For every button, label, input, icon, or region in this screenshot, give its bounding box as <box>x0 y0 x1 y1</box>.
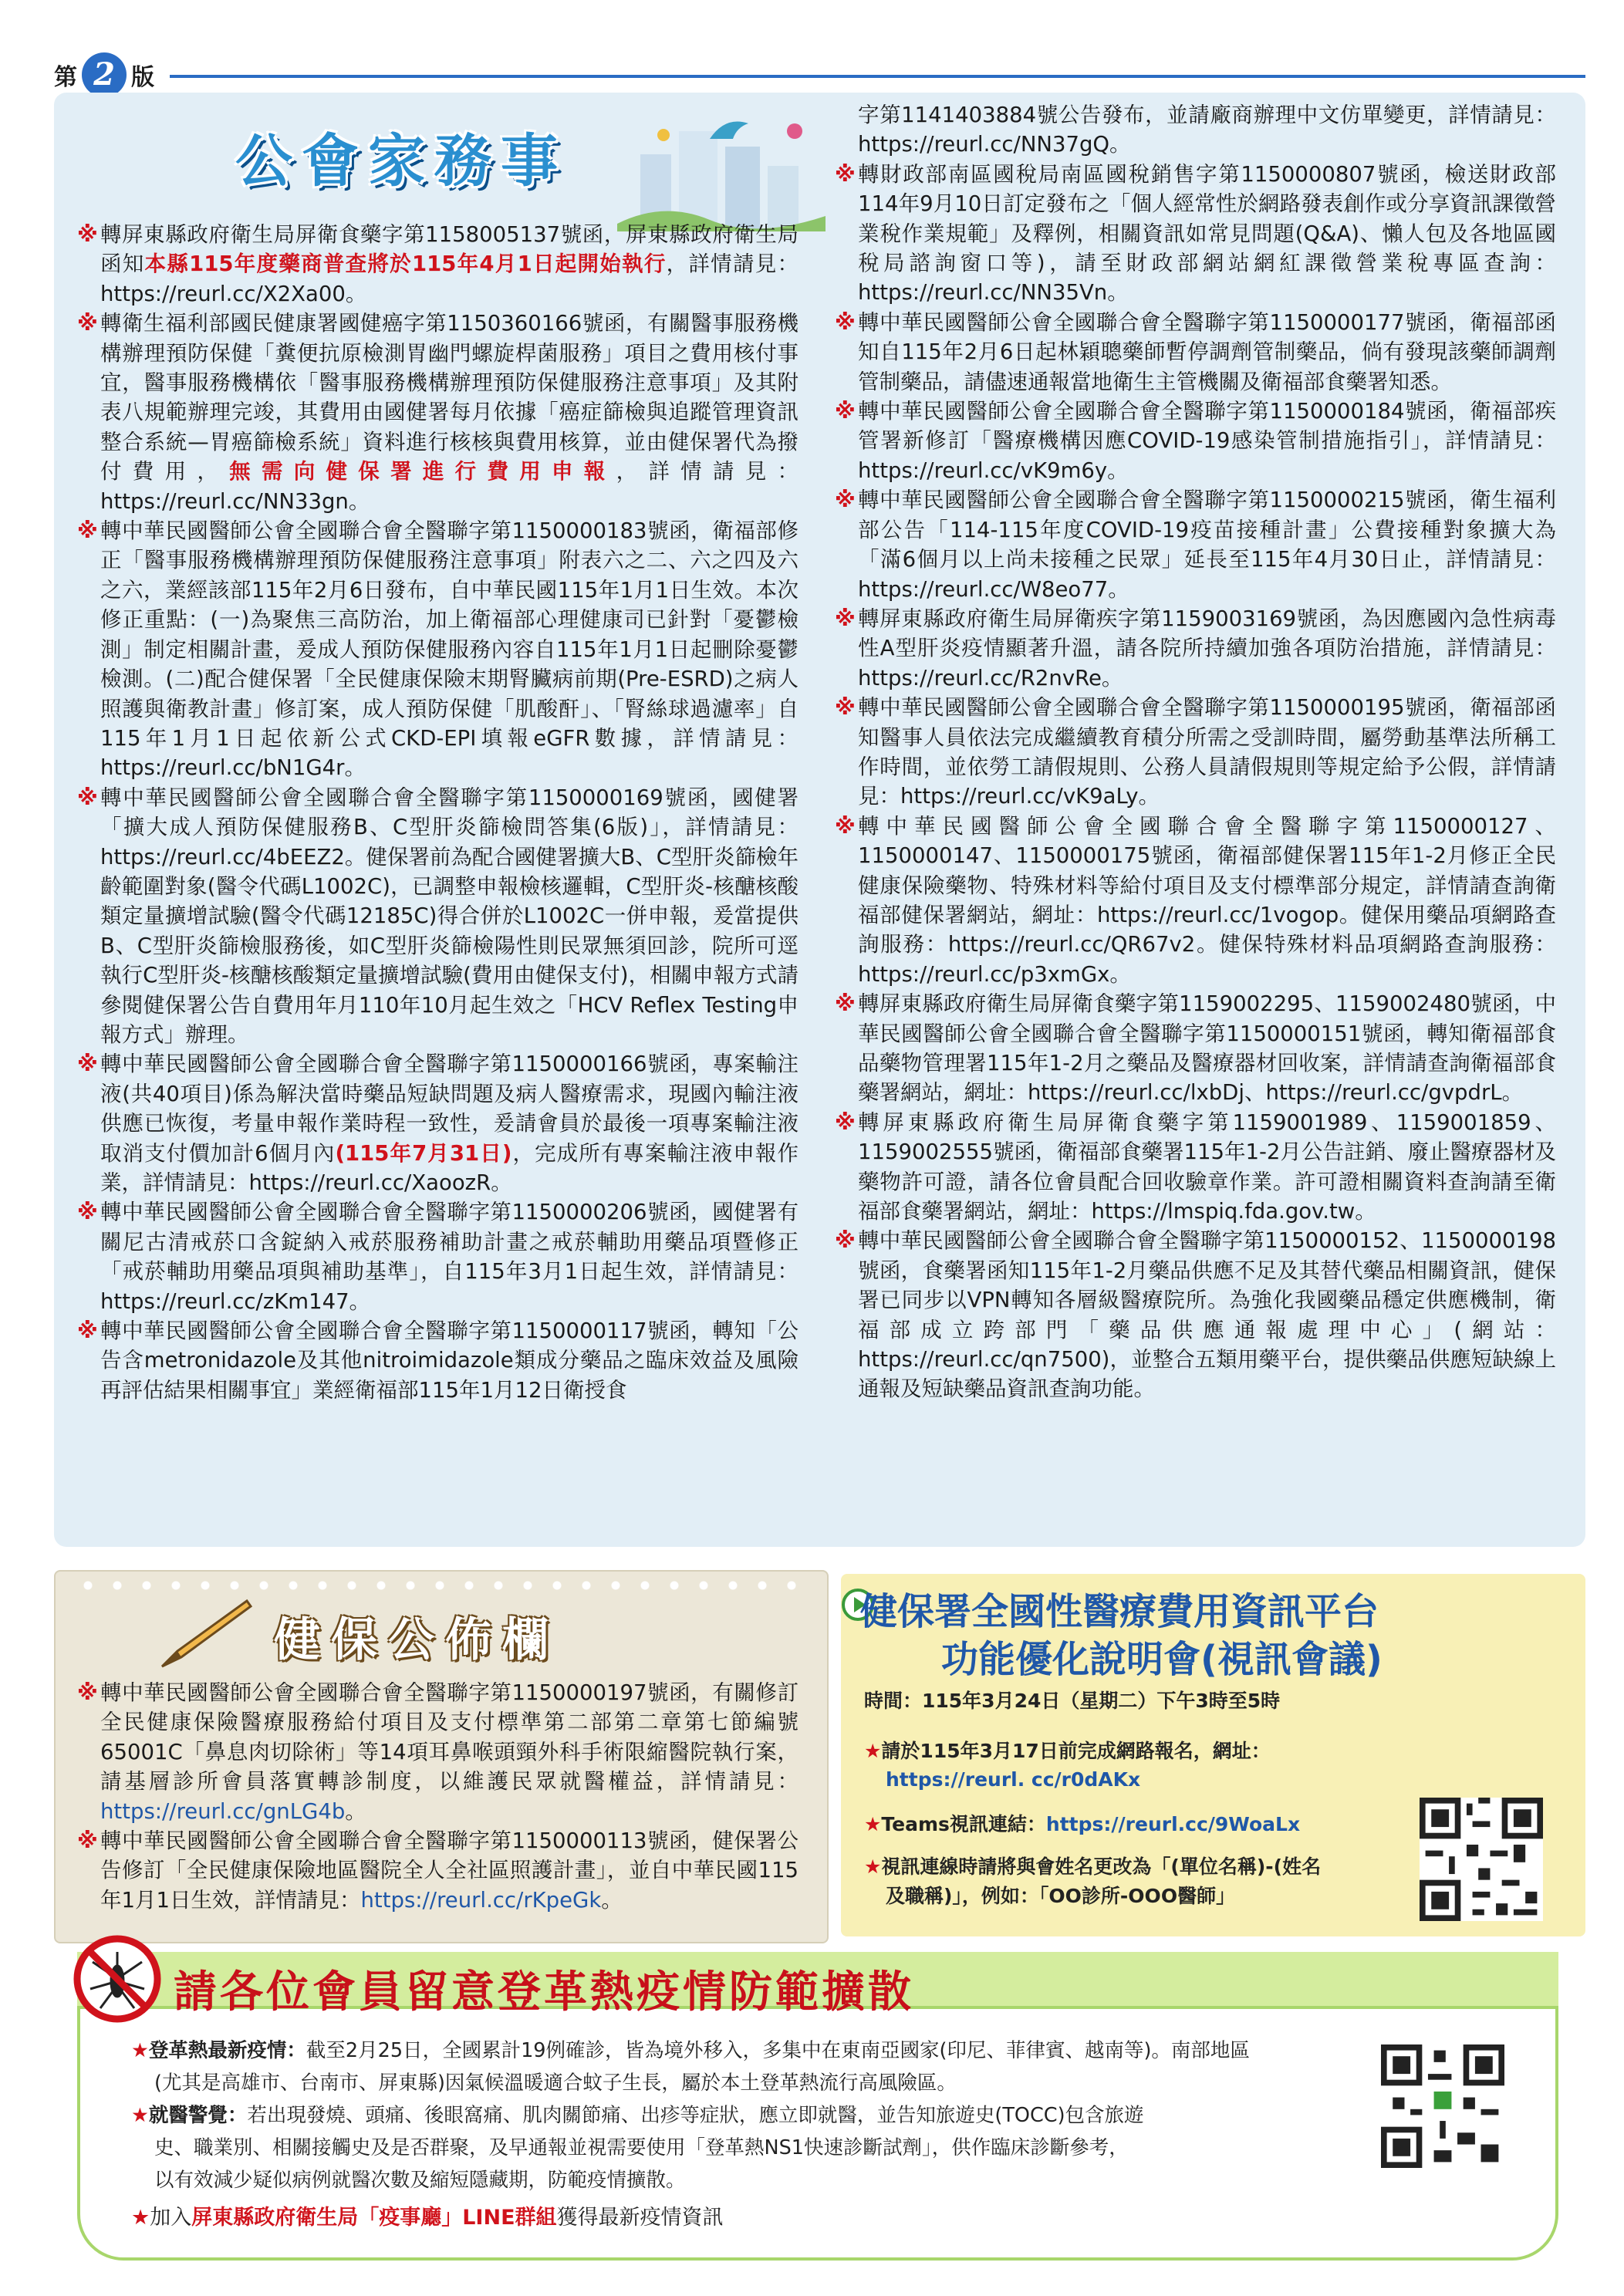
dengue-alert-2: 史、職業別、相關接觸史及是否群聚，及早通報並視需要使用「登革熱NS1快速診斷試劑」，供作臨床診斷參考， <box>154 2136 1129 2159</box>
dengue-join-post: 獲得最新疫情資訊 <box>556 2206 724 2230</box>
dengue-alert-1 <box>131 2100 1144 2128</box>
webinar-title-line2: 功能優化說明會(視訊會議) <box>941 1638 1383 1681</box>
star-icon: ★ <box>864 1813 882 1835</box>
teams-link[interactable]: https://reurl.cc/9WoaLx <box>1045 1813 1301 1835</box>
notice-item <box>77 783 798 1050</box>
webinar-time: 時間：115年3月24日（星期二）下午3時至5時 <box>864 1690 1281 1712</box>
qr-code-image[interactable] <box>1420 1798 1543 1921</box>
reference-mark-icon: ※ <box>835 1228 856 1254</box>
teams-label: Teams視訊連結： <box>881 1813 1046 1835</box>
star-icon: ★ <box>131 2104 149 2127</box>
qr-code-image[interactable] <box>1381 2044 1504 2168</box>
notice-text: 轉中華民國醫師公會全國聯合會全醫聯字第1150000197號函，有關修訂全民健康保險醫療服務給付項目及支付標準第二部第二章第七節編號65001C「鼻息肉切除術」等14項耳鼻喉頭頸外科手術限縮醫院執行案，請基層診所會員落實轉診制度，以維護民眾就醫權益，詳情請見： <box>100 1680 798 1795</box>
highlight-text: (115年7月31日) <box>335 1140 512 1166</box>
reference-mark-icon: ※ <box>835 606 856 631</box>
notice-item <box>835 308 1556 397</box>
notice-item <box>835 1108 1556 1227</box>
webinar-name-note-1 <box>864 1852 1321 1879</box>
notice-text: 轉屏東縣政府衛生局屏衛食藥字第1158005137號函，屏東縣政府衛生局函知 <box>100 222 798 277</box>
notice-item <box>77 309 798 516</box>
notice-item <box>77 1049 798 1197</box>
buildings-bird-illustration <box>617 100 826 231</box>
notice-item <box>835 604 1556 693</box>
reference-mark-icon: ※ <box>835 399 856 424</box>
notice-item <box>835 989 1556 1108</box>
notice-text: 轉中華民國醫師公會全國聯合會全醫聯字第1150000117號函，轉知「公告含metronidazole及其他nitroimidazole類成分藥品之臨床效益及風險再評估結果相關事宜」業經衛福部115年1月12日衛授食 <box>100 1319 798 1403</box>
notice-item <box>835 100 1556 160</box>
reference-mark-icon: ※ <box>835 309 856 335</box>
name-note-text-1: 視訊連線時請將與會姓名更改為「(單位名稱)-(姓名 <box>881 1855 1322 1878</box>
reference-mark-icon: ※ <box>835 695 856 721</box>
notice-text: 轉屏東縣政府衛生局屏衛食藥字第1159001989、1159001859、1159002555號函，衛福部食藥署115年1-2月公告註銷、廢止醫療器材及藥物許可證，請各位會員配合回收驗章作業。許可證相關資料查詢請至衛福部食藥署網站，網址：https://lmspiq.fda.gov.tw。 <box>858 1109 1556 1224</box>
reference-mark-icon: ※ <box>77 1680 98 1705</box>
page-label-pre: 第 <box>54 64 77 91</box>
notice-text: 轉中華民國醫師公會全國聯合會全醫聯字第1150000177號函，衛福部函知自115年2月6日起林穎聰藥師暫停調劑管制藥品，倘有發現該藥師調劑管制藥品，請儘速通報當地衛生主管機關及衛福部食藥署知悉。 <box>858 309 1556 394</box>
dengue-latest-text-1: 截至2月25日，全國累計19例確診，皆為境外移入，多集中在東南亞國家(印尼、菲律賓、越南等)。南部地區 <box>306 2039 1250 2062</box>
webinar-teams <box>864 1809 1300 1837</box>
notice-item <box>835 397 1556 485</box>
notice-item <box>835 160 1556 308</box>
star-icon: ★ <box>131 2206 150 2230</box>
family-affairs-title: 公會家務事 <box>235 128 567 194</box>
notice-text: 轉中華民國醫師公會全國聯合會全醫聯字第1150000206號函，國健署有關尼古清戒菸口含錠納入戒菸服務補助計畫之戒菸輔助用藥品項暨修正「戒菸輔助用藥品項與補助基準」，自115年3月1日起生效，詳情請見：https://reurl.cc/zKm147。 <box>100 1200 798 1314</box>
reference-mark-icon: ※ <box>77 518 98 544</box>
page-number-label <box>54 52 154 97</box>
notice-text: 轉衛生福利部國民健康署國健癌字第1150360166號函，有關醫事服務機構辦理預防保健「糞便抗原檢測胃幽門螺旋桿菌服務」項目之費用核付事宜，醫事服務機構依「醫事服務機構辦理預防保健服務注意事項」及其附表八規範辦理完竣，其費用由國健署每月依據「癌症篩檢與追蹤管理資訊整合系統—胃癌篩檢系統」資料進行核核與費用核算，並由健保署代為撥付費用， <box>100 311 798 485</box>
dengue-line-group <box>131 2200 724 2230</box>
affairs-right-column <box>835 100 1556 1404</box>
notice-text: 轉屏東縣政府衛生局屏衛食藥字第1159002295、1159002480號函，中華民國醫師公會全國聯合會全醫聯字第1150000151號函，轉知衛福部食品藥物管理署115年1-2月之藥品及醫療器材回收案，詳情請查詢衛福部食藥署網站，網址：https://reurl.cc/lxbDj、https://reurl.cc/gvpdrL。 <box>858 991 1556 1106</box>
affairs-left-column <box>77 220 798 1405</box>
header-rule <box>170 75 1585 78</box>
line-group-link[interactable]: 屏東縣政府衛生局「疫事廳」LINE群組 <box>191 2206 557 2230</box>
page-number-badge: 2 <box>82 52 127 97</box>
highlight-text: 無需向健保署進行費用申報 <box>229 459 616 485</box>
pencil-icon <box>154 1597 255 1674</box>
notice-text: 轉中華民國醫師公會全國聯合會全醫聯字第1150000184號函，衛福部疾管署新修訂「醫療機構因應COVID-19感染管制措施指引」，詳情請見：https://reurl.cc/vK9m6y。 <box>858 399 1556 483</box>
notice-item <box>77 1678 798 1826</box>
link-text[interactable]: https://reurl.cc/gnLG4b <box>100 1798 346 1824</box>
reference-mark-icon: ※ <box>835 991 856 1017</box>
reference-mark-icon: ※ <box>835 1109 856 1135</box>
notice-item <box>835 812 1556 989</box>
notice-text: 轉中華民國醫師公會全國聯合會全醫聯字第1150000215號函，衛生福利部公告「114-115年度COVID-19疫苗接種計畫」公費接種對象擴大為「滿6個月以上尚未接種之民眾」延長至115年4月30日止，詳情請見：https://reurl.cc/W8eo77。 <box>858 488 1556 602</box>
dengue-latest-2: (尤其是高雄市、台南市、屏東縣)因氣候溫暖適合蚊子生長，屬於本土登革熱流行高風險區。 <box>154 2071 957 2095</box>
nhi-items <box>77 1678 798 1915</box>
dengue-alert-text-1: 若出現發燒、頭痛、後眼窩痛、肌肉關節痛、出疹等症狀，應立即就醫，並告知旅遊史(TOCC)包含旅遊 <box>247 2104 1144 2127</box>
notice-item <box>77 516 798 783</box>
notice-item <box>77 220 798 309</box>
star-icon: ★ <box>864 1855 882 1878</box>
reference-mark-icon: ※ <box>835 488 856 513</box>
notice-item <box>77 1316 798 1405</box>
webinar-registration <box>864 1736 1271 1764</box>
reference-mark-icon: ※ <box>77 785 98 810</box>
page-label-post: 版 <box>131 64 154 91</box>
notice-item <box>835 1226 1556 1403</box>
notice-text: 轉財政部南區國稅局南區國稅銷售字第1150000807號函，檢送財政部114年9月10日訂定發布之「個人經常性於網路發表創作或分享資訊課徵營業稅作業規範」及釋例，相關資訊如常見問題(Q&A)、懶人包及各地區國稅局諮詢窗口等)，請至財政部網站網紅課徵營業稅專區查詢：https://reurl.cc/NN35Vn。 <box>858 161 1556 306</box>
notice-text: 轉中華民國醫師公會全國聯合會全醫聯字第1150000195號函，衛福部函知醫事人員依法完成繼續教育積分所需之受訓時間，屬勞動基準法所稱工作時間，並依勞工請假規則、公務人員請假規則等規定給予公假，詳情請見：https://reurl.cc/vK9aLy。 <box>858 695 1556 809</box>
notice-text: 轉中華民國醫師公會全國聯合會全醫聯字第1150000113號函，健保署公告修訂「全民健康保險地區醫院全人全社區照護計畫」，並自中華民國115年1月1日生效，詳情請見： <box>100 1828 798 1913</box>
nhi-bulletin-title: 健保公佈欄 <box>274 1613 559 1667</box>
notice-text: 轉中華民國醫師公會全國聯合會全醫聯字第1150000166號函，專案輸注液(共40項目)係為解決當時藥品短缺問題及病人醫療需求，現國內輸注液供應已恢復，考量申報作業時程一致性，爰請會員於最後一項專案輸注液取消支付價加計6個月內 <box>100 1052 798 1166</box>
no-mosquito-icon <box>73 1935 162 2024</box>
notice-text: ，詳情請見：https://reurl.cc/X2Xa00。 <box>100 252 799 306</box>
reference-mark-icon: ※ <box>835 161 856 187</box>
reference-mark-icon: ※ <box>77 1828 98 1854</box>
dengue-alert-label: 就醫警覺： <box>148 2104 248 2127</box>
link-text[interactable]: https://reurl.cc/rKpeGk <box>360 1887 602 1913</box>
notice-text: 轉屏東縣政府衛生局屏衛疾字第1159003169號函，為因應國內急性病毒性A型肝炎疫情顯著升溫，請各院所持續加強各項防治措施，詳情請見：https://reurl.cc/R2nvRe。 <box>858 606 1556 690</box>
reference-mark-icon: ※ <box>77 1200 98 1225</box>
reference-mark-icon: ※ <box>77 222 98 247</box>
reference-mark-icon: ※ <box>77 1319 98 1344</box>
dengue-alert-3: 以有效減少疑似病例就醫次數及縮短隱藏期，防範疫情擴散。 <box>154 2169 686 2192</box>
notice-text: 轉中華民國醫師公會全國聯合會全醫聯字第1150000183號函，衛福部修正「醫事服務機構辦理預防保健服務注意事項」附表六之二、六之四及六之六，業經該部115年2月6日發布，自中華民國115年1月1日生效。本次修正重點：(一)為聚焦三高防治，加上衛福部心理健康司已針對「憂鬱檢測」制定相關計畫，爰成人預防保健服務內容自115年1月1日起刪除憂鬱檢測。(二)配合健保署「全民健康保險末期腎臟病前期(Pre-ESRD)之病人照護與衛教計畫」修訂案，成人預防保健「肌酸酐」、「腎絲球過濾率」自115年1月1日起依新公式CKD-EPI填報eGFR數據，詳情請見：https://reurl.cc/bN1G4r。 <box>100 518 798 781</box>
notice-item <box>835 485 1556 604</box>
registration-text: 請於115年3月17日前完成網路報名，網址： <box>881 1740 1271 1762</box>
binder-holes <box>73 1578 806 1593</box>
reference-mark-icon: ※ <box>77 1052 98 1077</box>
dengue-title: 請各位會員留意登革熱疫情防範擴散 <box>174 1967 914 2017</box>
webinar-title-line1: 健保署全國性醫療費用資訊平台 <box>860 1590 1379 1633</box>
notice-text: 轉中華民國醫師公會全國聯合會全醫聯字第1150000169號函，國健署「擴大成人預防保健服務B、C型肝炎篩檢問答集(6版)」，詳情請見：https://reurl.cc/4bEEZ2。健保署前為配合國健署擴大B、C型肝炎篩檢年齡範圍對象(醫令代碼L1002C)，已調整申報檢核邏輯，C型肝炎-核醣核酸類定量擴增試驗(醫令代碼12185C)得合併於L1002C一併申報，爰當提供B、C型肝炎篩檢服務後，如C型肝炎篩檢陽性則民眾無須回診，院所可逕執行C型肝炎-核醣核酸類定量擴增試驗(費用由健保支付)，相關申報方式請參閱健保署公告自費用年月110年10月起生效之「HCV Reflex Testing申報方式」辦理。 <box>100 785 798 1047</box>
dengue-latest-label: 登革熱最新疫情： <box>148 2039 306 2062</box>
dengue-join-pre: 加入 <box>150 2206 192 2230</box>
dengue-latest-1 <box>131 2035 1250 2063</box>
notice-item <box>77 1197 798 1316</box>
notice-text: 字第1141403884號公告發布，並請廠商辦理中文仿單變更，詳情請見：https://reurl.cc/NN37gQ。 <box>858 103 1556 157</box>
reference-mark-icon: ※ <box>835 813 856 839</box>
webinar-name-note-2: 及職稱)」，例如：「OO診所-OOO醫師」 <box>886 1885 1236 1907</box>
notice-item <box>77 1826 798 1915</box>
star-icon: ★ <box>864 1740 882 1762</box>
registration-link[interactable]: https://reurl. cc/r0dAKx <box>886 1768 1141 1791</box>
notice-text: ，詳情請見：https://reurl.cc/NN33gn。 <box>100 459 799 514</box>
notice-text: 。 <box>345 1798 366 1824</box>
notice-text: 。 <box>601 1887 623 1913</box>
reference-mark-icon: ※ <box>77 311 98 336</box>
highlight-text: 本縣115年度藥商普查將於115年4月1日起開始執行 <box>144 252 667 277</box>
notice-item <box>835 693 1556 812</box>
notice-text: ，完成所有專案輸注液申報作業，詳情請見：https://reurl.cc/XaoozR。 <box>100 1140 798 1195</box>
notice-text: 轉中華民國醫師公會全國聯合會全醫聯字第1150000127、1150000147、1150000175號函，衛福部健保署115年1-2月修正全民健康保險藥物、特殊材料等給付項目及支付標準部分規定，詳情請查詢衛福部健保署網站，網址：https://reurl.cc/1vogop。健保用藥品項網路查詢服務：https://reurl.cc/QR67v2。健保特殊材料品項網路查詢服務：https://reurl.cc/p3xmGx。 <box>858 813 1556 987</box>
star-icon: ★ <box>131 2039 149 2062</box>
notice-text: 轉中華民國醫師公會全國聯合會全醫聯字第1150000152、1150000198號函，食藥署函知115年1-2月藥品供應不足及其替代藥品相關資訊，健保署已同步以VPN轉知各層級醫療院所。為強化我國藥品穩定供應機制，衛福部成立跨部門「藥品供應通報處理中心」(網站：https://reurl.cc/qn7500)，並整合五類用藥平台，提供藥品供應短缺線上通報及短缺藥品資訊查詢功能。 <box>858 1228 1556 1402</box>
